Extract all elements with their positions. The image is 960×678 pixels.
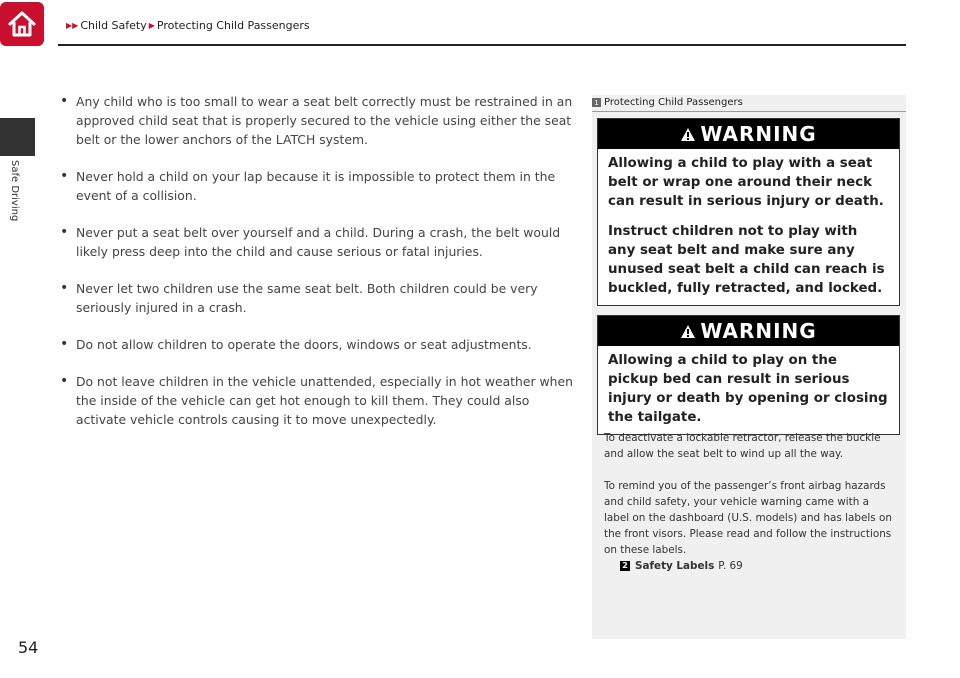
breadcrumb [66,19,310,32]
warning-heading: WARNING [700,122,817,146]
warning-box-tailgate [597,315,900,435]
warning-header [598,119,899,149]
safety-labels-link[interactable] [604,558,896,574]
warning-heading: WARNING [700,319,817,343]
warning-triangle-icon [680,324,696,339]
cross-reference-icon: 2 [620,561,630,571]
warning-triangle-icon [680,127,696,142]
section-label: Safe Driving [9,160,20,222]
breadcrumb-arrow-icon: ▶▶ [66,21,79,30]
warning-text: Allowing a child to play on the pickup bed can result in serious injury or death by opening or closing the tailgate. [608,353,888,425]
side-notes [604,430,896,574]
side-panel-title [592,97,906,112]
xref-page: P. 69 [718,560,743,572]
side-panel-title-text: Protecting Child Passengers [604,97,743,108]
list-item: • Never put a seat belt over yourself and a child. During a crash, the belt would likely press deep into the child and cause serious or fatal injuries. [58,223,576,261]
xref-label: Safety Labels [635,560,715,572]
breadcrumb-item-child-safety[interactable]: Child Safety [80,19,147,32]
warning-text: Allowing a child to play with a seat belt or wrap one around their neck can result in serious injury or death. [608,156,884,209]
breadcrumb-item-protecting-child-passengers[interactable]: Protecting Child Passengers [156,19,310,32]
number-badge: 1 [592,98,601,107]
home-icon [7,10,37,38]
note-labels: To remind you of the passenger’s front airbag hazards and child safety, your vehicle warning came with a label on the dashboard (U.S. models) and has labels on the front visors. Please read and follow the instructions on these labels. [604,480,892,556]
warning-header [598,316,899,346]
list-item: • Any child who is too small to wear a seat belt correctly must be restrained in an approved child seat that is properly secured to the vehicle using either the seat belt or the lower anchors of the LATCH system. [58,92,576,149]
breadcrumb-arrow-icon: ▶ [148,21,155,30]
warning-box-seat-belt [597,118,900,306]
page-number: 54 [18,638,39,657]
section-tab-marker [0,118,35,156]
home-button[interactable] [0,2,44,46]
side-notes-panel [592,95,906,639]
list-item: • Do not allow children to operate the doors, windows or seat adjustments. [58,335,576,354]
safety-bullet-list [58,92,576,447]
list-item: • Never let two children use the same seat belt. Both children could be very seriously injured in a crash. [58,279,576,317]
note-retractor: To deactivate a lockable retractor, release the buckle and allow the seat belt to wind up all the way. [604,432,881,460]
list-item: • Never hold a child on your lap because it is impossible to protect them in the event of a collision. [58,167,576,205]
list-item: • Do not leave children in the vehicle unattended, especially in hot weather when the inside of the vehicle can get hot enough to kill them. They could also activate vehicle controls causing it to move unexpectedly. [58,372,576,429]
warning-text: Instruct children not to play with any seat belt and make sure any unused seat belt a child can reach is buckled, fully retracted, and locked. [608,224,885,296]
header-divider [58,44,906,46]
